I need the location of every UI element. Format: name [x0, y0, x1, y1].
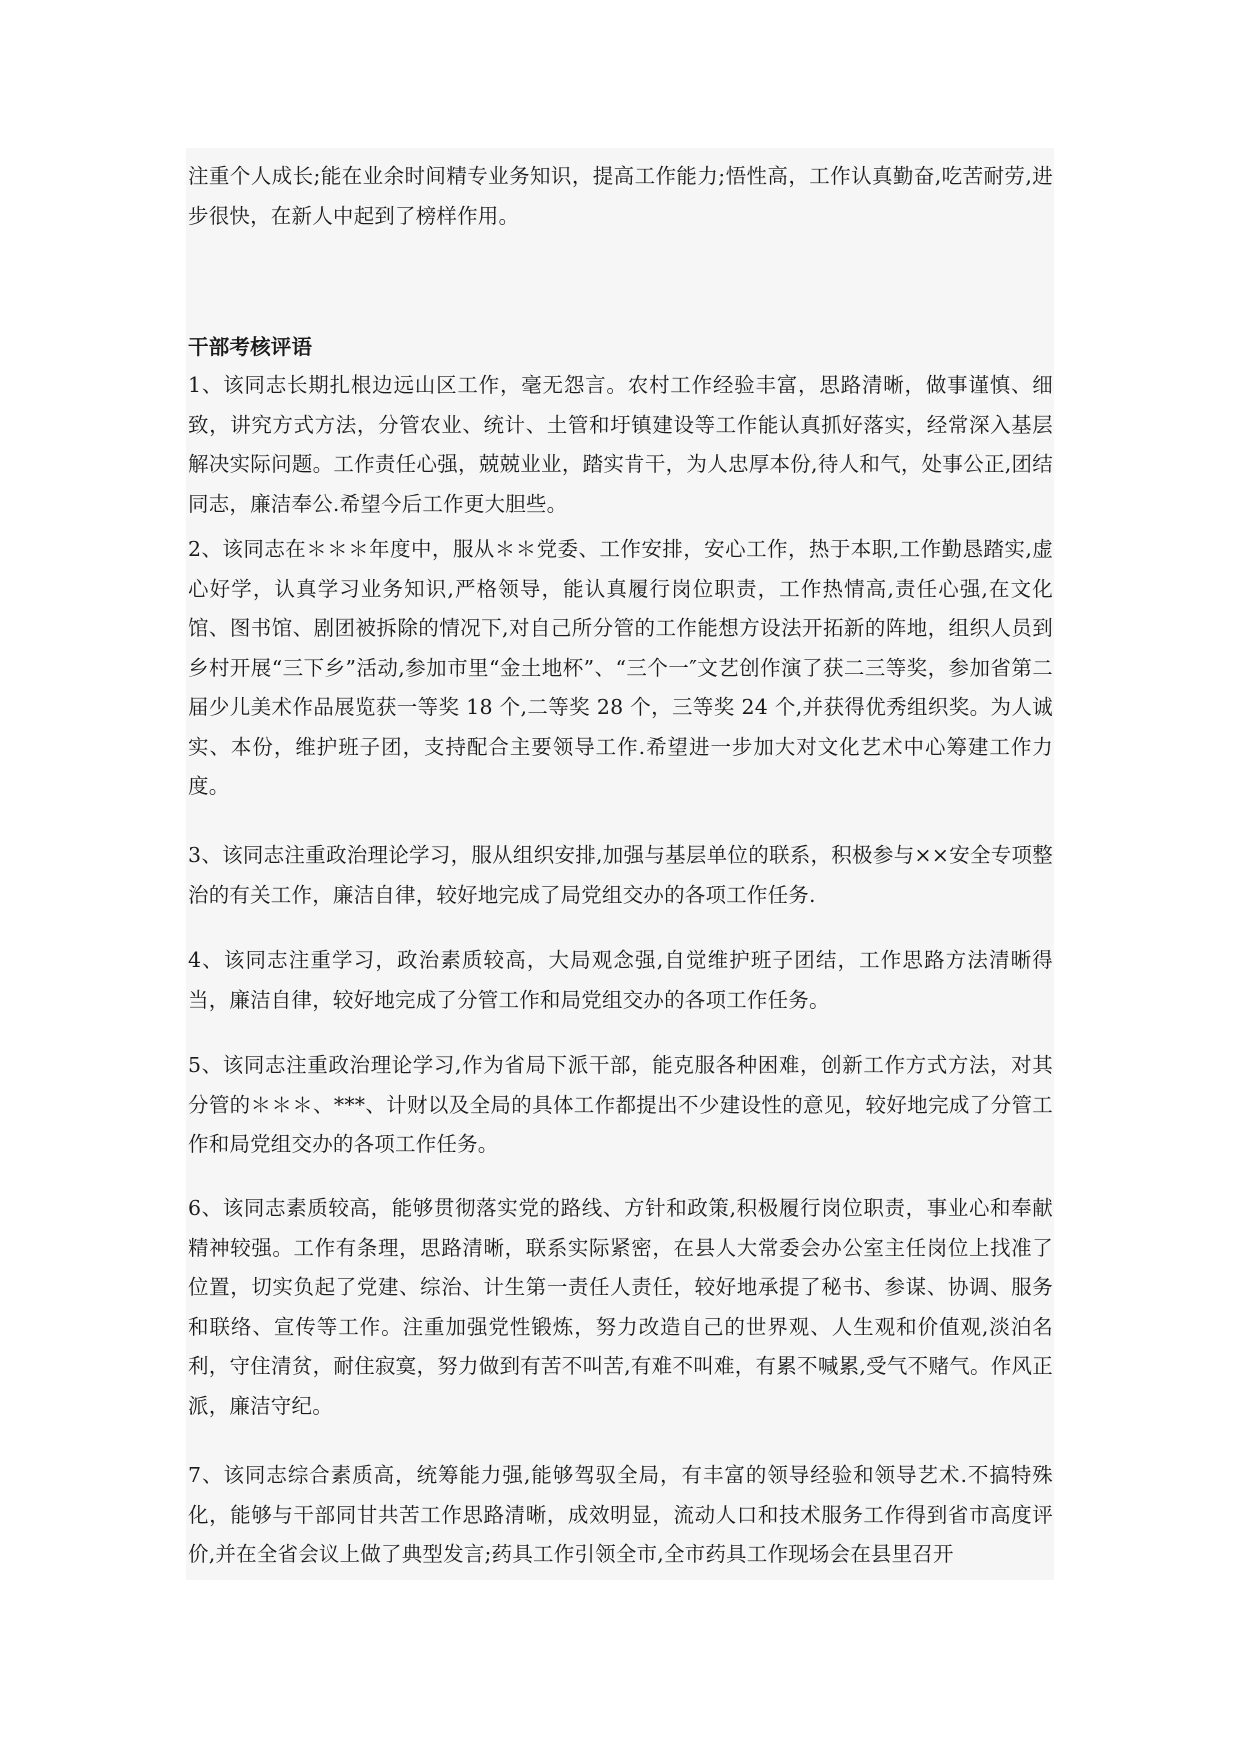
evaluation-item-5: 5、该同志注重政治理论学习,作为省局下派干部，能克服各种困难，创新工作方式方法，对其分管的＊＊＊、***、计财以及全局的具体工作都提出不少建设性的意见，较好地完成了分管工作和局党组交办的各项工作任务。: [188, 1053, 1053, 1156]
section-heading: 干部考核评语: [188, 335, 313, 359]
evaluation-item-4: 4、该同志注重学习，政治素质较高，大局观念强,自觉维护班子团结，工作思路方法清晰得当，廉洁自律，较好地完成了分管工作和局党组交办的各项工作任务。: [188, 948, 1053, 1012]
evaluation-item-6: 6、该同志素质较高，能够贯彻落实党的路线、方针和政策,积极履行岗位职责，事业心和奉献精神较强。工作有条理，思路清晰，联系实际紧密，在县人大常委会办公室主任岗位上找准了位置，切实负起了党建、综治、计生第一责任人责任，较好地承提了秘书、参谋、协调、服务和联络、宣传等工作。注重加强党性锻炼，努力改造自己的世界观、人生观和价值观,淡泊名利，守住清贫，耐住寂寞，努力做到有苦不叫苦,有难不叫难，有累不喊累,受气不赌气。作风正派，廉洁守纪。: [188, 1196, 1053, 1418]
evaluation-item-2: 2、该同志在＊＊＊年度中，服从＊＊党委、工作安排，安心工作，热于本职,工作勤恳踏实,虚心好学，认真学习业务知识,严格领导，能认真履行岗位职责，工作热情高,责任心强,在文化馆、图书馆、剧团被拆除的情况下,对自己所分管的工作能想方设法开拓新的阵地，组织人员到乡村开展“三下乡”活动,参加市里“金土地杯”、“三个一″文艺创作演了获二三等奖，参加省第二届少儿美术作品展览获一等奖 18 个,二等奖 28 个，三等奖 24 个,并获得优秀组织奖。为人诚实、本份，维护班子团，支持配合主要领导工作.希望进一步加大对文化艺术中心筹建工作力度。: [188, 537, 1053, 798]
evaluation-item-7: 7、该同志综合素质高，统筹能力强,能够驾驭全局，有丰富的领导经验和领导艺术.不搞特殊化，能够与干部同甘共苦工作思路清晰，成效明显，流动人口和技术服务工作得到省市高度评价,并在全省会议上做了典型发言;药具工作引领全市,全市药具工作现场会在县里召开: [188, 1463, 1053, 1566]
evaluation-item-3: 3、该同志注重政治理论学习，服从组织安排,加强与基层单位的联系，积极参与××安全专项整治的有关工作，廉洁自律，较好地完成了局党组交办的各项工作任务.: [188, 843, 1053, 907]
evaluation-item-1: 1、该同志长期扎根边远山区工作，毫无怨言。农村工作经验丰富，思路清晰，做事谨慎、细致，讲究方式方法，分管农业、统计、土管和圩镇建设等工作能认真抓好落实，经常深入基层解决实际问题。工作责任心强，兢兢业业，踏实肯干，为人忠厚本份,待人和气，处事公正,团结同志，廉洁奉公.希望今后工作更大胆些。: [188, 373, 1053, 516]
intro-paragraph: 注重个人成长;能在业余时间精专业务知识，提高工作能力;悟性高，工作认真勤奋,吃苦耐劳,进步很快，在新人中起到了榜样作用。: [188, 164, 1053, 228]
